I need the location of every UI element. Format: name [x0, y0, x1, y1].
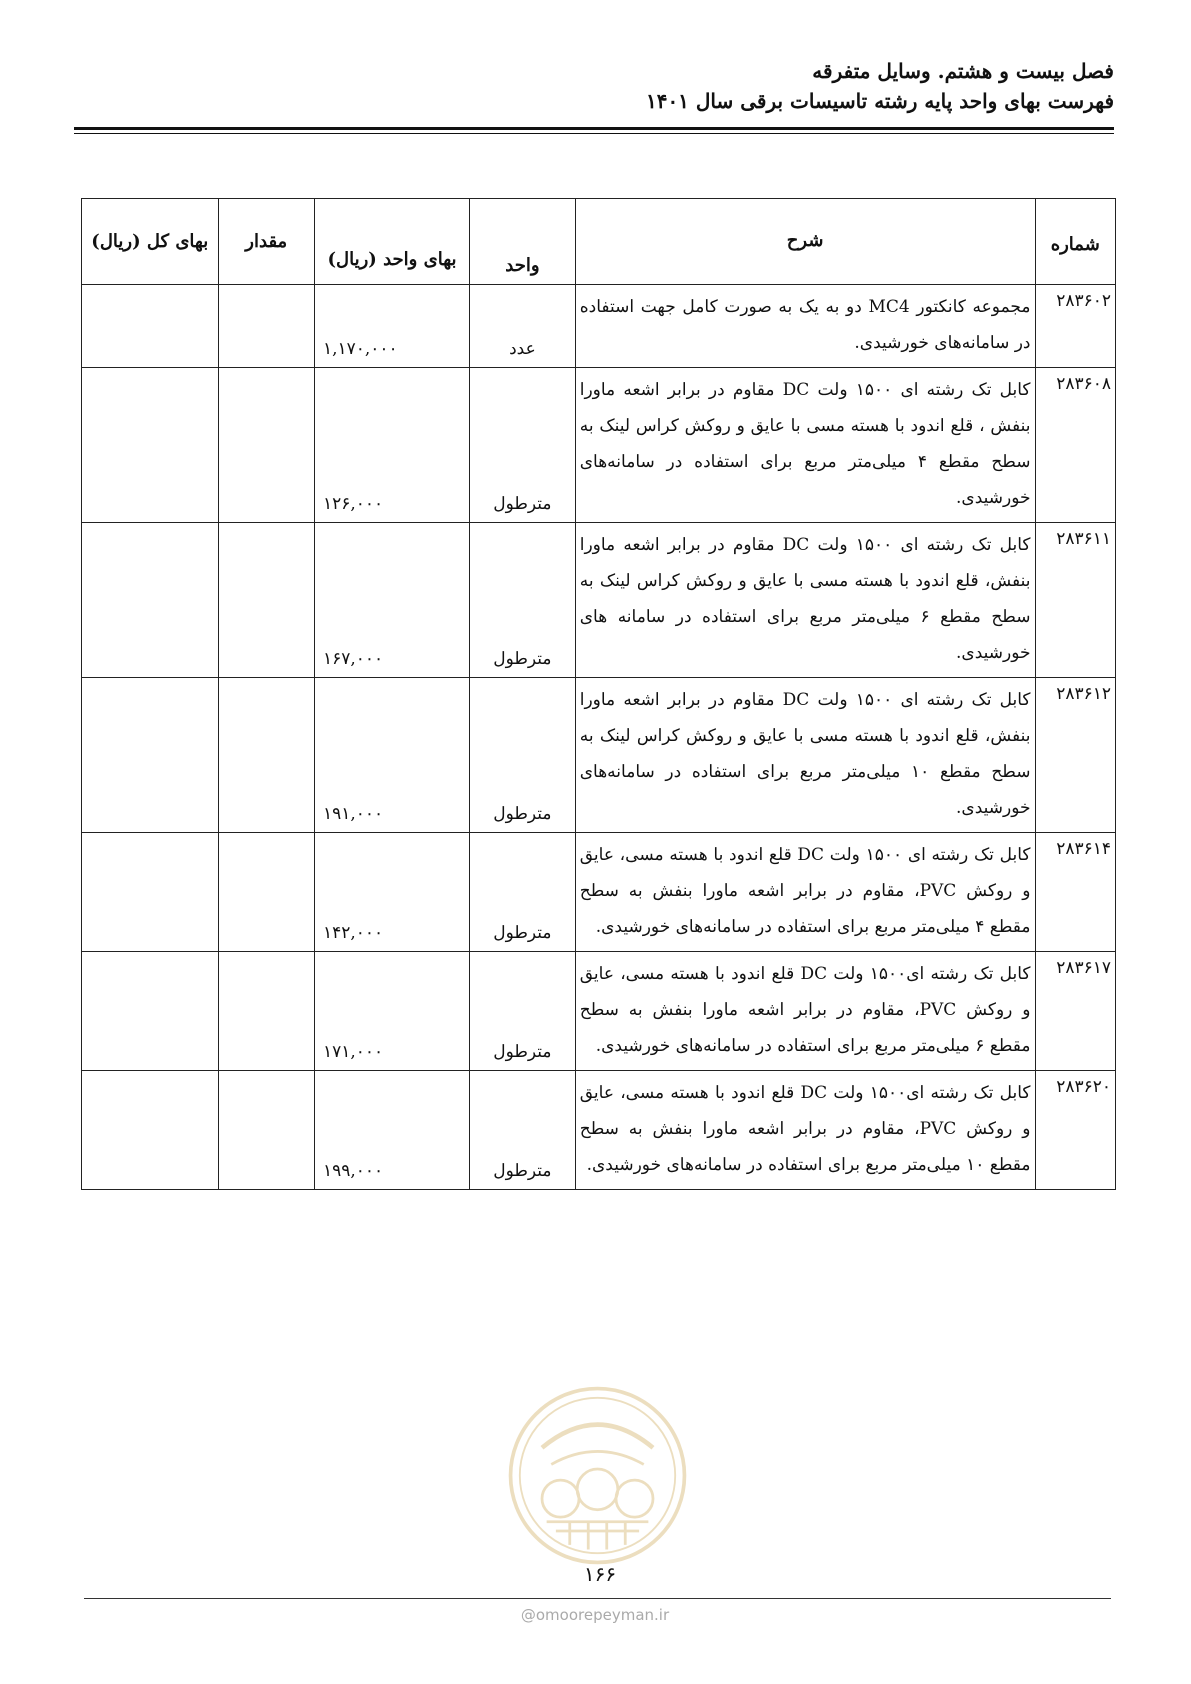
item-unit: مترطول	[470, 952, 576, 1071]
table-row	[82, 833, 1116, 952]
item-unit: عدد	[470, 285, 576, 368]
item-unit: مترطول	[470, 523, 576, 678]
item-unit-price: ۱۶۷,۰۰۰	[314, 523, 469, 678]
table-row	[82, 285, 1116, 368]
item-description: کابل تک رشته ای ۱۵۰۰ ولت DC مقاوم در برابر اشعه ماورا بنفش ، قلع اندود با هسته مسی با عایق و روکش کراس لینک به سطح مقطع ۴ میلی‌متر مربع برای استفاده در سامانه‌های خورشیدی.	[575, 368, 1035, 523]
item-quantity	[218, 523, 314, 678]
item-unit-price: ۱۲۶,۰۰۰	[314, 368, 469, 523]
item-quantity	[218, 952, 314, 1071]
item-unit: مترطول	[470, 833, 576, 952]
item-total	[82, 523, 219, 678]
chapter-title: فصل بیست و هشتم. وسایل متفرقه	[812, 59, 1114, 83]
item-quantity	[218, 1071, 314, 1190]
item-quantity	[218, 833, 314, 952]
col-header-unit: واحد	[470, 199, 576, 285]
table-header-row	[82, 199, 1116, 285]
item-total	[82, 952, 219, 1071]
table-row	[82, 523, 1116, 678]
table-row	[82, 1071, 1116, 1190]
item-unit: مترطول	[470, 1071, 576, 1190]
item-total	[82, 833, 219, 952]
item-unit: مترطول	[470, 678, 576, 833]
item-total	[82, 285, 219, 368]
document-title: فهرست بهای واحد پایه رشته تاسیسات برقی سال ۱۴۰۱	[645, 89, 1114, 113]
watermark-seal-icon	[505, 1383, 690, 1568]
item-total	[82, 368, 219, 523]
col-header-code: شماره	[1035, 199, 1116, 285]
item-code: ۲۸۳۶۱۲	[1035, 678, 1116, 833]
header-rule-thin	[74, 133, 1114, 134]
item-quantity	[218, 285, 314, 368]
table-row	[82, 952, 1116, 1071]
item-unit-price: ۱۹۱,۰۰۰	[314, 678, 469, 833]
page-header	[64, 56, 1114, 116]
item-total	[82, 678, 219, 833]
col-header-unit-price: بهای واحد (ریال)	[314, 199, 469, 285]
table-row	[82, 678, 1116, 833]
item-description: کابل تک رشته ای ۱۵۰۰ ولت DC مقاوم در برابر اشعه ماورا بنفش، قلع اندود با هسته مسی با عایق و روکش کراس لینک به سطح مقطع ۶ میلی‌متر مربع برای استفاده در سامانه های خورشیدی.	[575, 523, 1035, 678]
item-description: کابل تک رشته ای ۱۵۰۰ ولت DC قلع اندود با هسته مسی، عایق و روکش PVC، مقاوم در برابر اشعه ماورا بنفش به سطح مقطع ۴ میلی‌متر مربع برای استفاده در سامانه‌های خورشیدی.	[575, 833, 1035, 952]
item-unit-price: ۱۷۱,۰۰۰	[314, 952, 469, 1071]
item-unit: مترطول	[470, 368, 576, 523]
item-quantity	[218, 368, 314, 523]
item-code: ۲۸۳۶۰۲	[1035, 285, 1116, 368]
item-unit-price: ۱,۱۷۰,۰۰۰	[314, 285, 469, 368]
item-description: مجموعه کانکتور MC4 دو به یک به صورت کامل جهت استفاده در سامانه‌های خورشیدی.	[575, 285, 1035, 368]
price-list-table	[81, 198, 1116, 1190]
item-code: ۲۸۳۶۱۴	[1035, 833, 1116, 952]
col-header-total: بهای کل (ریال)	[82, 199, 219, 285]
table-row	[82, 368, 1116, 523]
item-description: کابل تک رشته ای ۱۵۰۰ ولت DC مقاوم در برابر اشعه ماورا بنفش، قلع اندود با هسته مسی با عایق و روکش کراس لینک به سطح مقطع ۱۰ میلی‌متر مربع برای استفاده در سامانه‌های خورشیدی.	[575, 678, 1035, 833]
col-header-quantity: مقدار	[218, 199, 314, 285]
item-quantity	[218, 678, 314, 833]
header-rule-thick	[74, 127, 1114, 130]
item-code: ۲۸۳۶۱۷	[1035, 952, 1116, 1071]
item-code: ۲۸۳۶۰۸	[1035, 368, 1116, 523]
footer-rule	[84, 1598, 1111, 1599]
item-unit-price: ۱۹۹,۰۰۰	[314, 1071, 469, 1190]
website-watermark: @omoorepeyman.ir	[520, 1606, 670, 1624]
col-header-description: شرح	[575, 199, 1035, 285]
item-total	[82, 1071, 219, 1190]
item-unit-price: ۱۴۲,۰۰۰	[314, 833, 469, 952]
item-description: کابل تک رشته ای۱۵۰۰ ولت DC قلع اندود با هسته مسی، عایق و روکش PVC، مقاوم در برابر اشعه ماورا بنفش به سطح مقطع ۱۰ میلی‌متر مربع برای استفاده در سامانه‌های خورشیدی.	[575, 1071, 1035, 1190]
item-code: ۲۸۳۶۲۰	[1035, 1071, 1116, 1190]
item-description: کابل تک رشته ای۱۵۰۰ ولت DC قلع اندود با هسته مسی، عایق و روکش PVC، مقاوم در برابر اشعه ماورا بنفش به سطح مقطع ۶ میلی‌متر مربع برای استفاده در سامانه‌های خورشیدی.	[575, 952, 1035, 1071]
page-number: ۱۶۶	[583, 1562, 617, 1586]
item-code: ۲۸۳۶۱۱	[1035, 523, 1116, 678]
table-body	[82, 285, 1116, 1190]
